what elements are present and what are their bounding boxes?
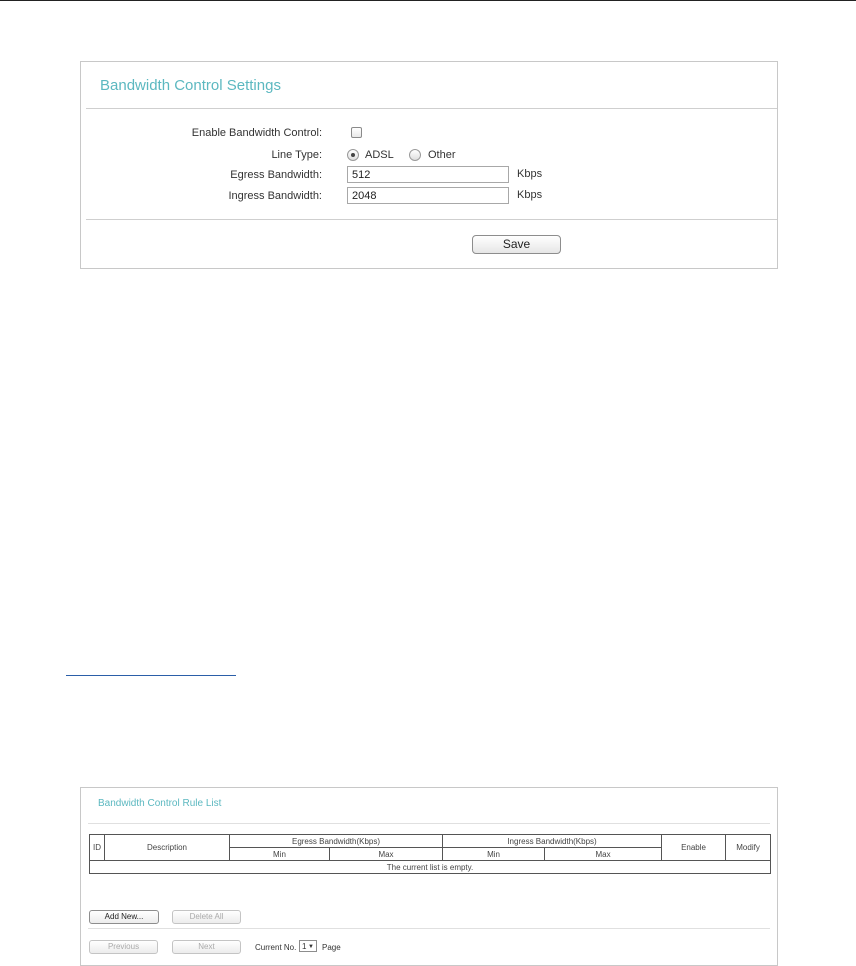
bandwidth-control-rule-list-panel — [80, 787, 778, 966]
col-ingress: Ingress Bandwidth(Kbps) — [443, 835, 662, 848]
line-type-label: Line Type: — [271, 149, 322, 161]
save-button[interactable]: Save — [472, 235, 561, 254]
egress-bandwidth-input[interactable] — [347, 166, 509, 183]
col-id: ID — [90, 835, 105, 861]
ingress-row — [81, 187, 777, 207]
page-top-rule — [0, 0, 856, 1]
enable-label: Enable Bandwidth Control: — [191, 127, 322, 139]
chevron-down-icon: ▼ — [308, 944, 314, 950]
radio-other-label: Other — [428, 149, 456, 161]
col-modify: Modify — [726, 835, 771, 861]
divider — [86, 219, 777, 220]
divider — [88, 823, 770, 824]
col-egress-max: Max — [330, 848, 443, 861]
page-select-value: 1 — [302, 942, 307, 951]
col-enable: Enable — [662, 835, 726, 861]
delete-all-button[interactable]: Delete All — [172, 910, 241, 924]
page-label: Page — [322, 943, 341, 952]
ingress-bandwidth-input[interactable] — [347, 187, 509, 204]
enable-row — [81, 124, 777, 144]
col-egress-min: Min — [230, 848, 330, 861]
col-description: Description — [105, 835, 230, 861]
rule-list-title: Bandwidth Control Rule List — [98, 798, 222, 809]
bandwidth-control-settings-panel — [80, 61, 778, 269]
radio-adsl-label: ADSL — [365, 149, 394, 161]
enable-bandwidth-checkbox[interactable] — [351, 127, 362, 138]
previous-button[interactable]: Previous — [89, 940, 158, 954]
divider — [86, 108, 777, 109]
egress-unit: Kbps — [517, 168, 543, 180]
egress-row — [81, 166, 777, 186]
add-new-button[interactable]: Add New... — [89, 910, 159, 924]
ingress-unit: Kbps — [517, 189, 543, 201]
current-no-label: Current No. — [255, 943, 297, 952]
ingress-label: Ingress Bandwidth: — [228, 190, 322, 202]
radio-other[interactable] — [409, 149, 421, 161]
rule-table — [89, 834, 771, 874]
egress-label: Egress Bandwidth: — [230, 169, 322, 181]
col-ingress-max: Max — [545, 848, 662, 861]
page-select[interactable] — [299, 940, 317, 952]
link-underline — [66, 675, 236, 676]
empty-list-message: The current list is empty. — [90, 861, 771, 874]
radio-adsl[interactable] — [347, 149, 359, 161]
divider — [88, 928, 770, 929]
next-button[interactable]: Next — [172, 940, 241, 954]
col-egress: Egress Bandwidth(Kbps) — [230, 835, 443, 848]
line-type-row — [81, 146, 777, 166]
settings-title: Bandwidth Control Settings — [100, 77, 281, 94]
col-ingress-min: Min — [443, 848, 545, 861]
